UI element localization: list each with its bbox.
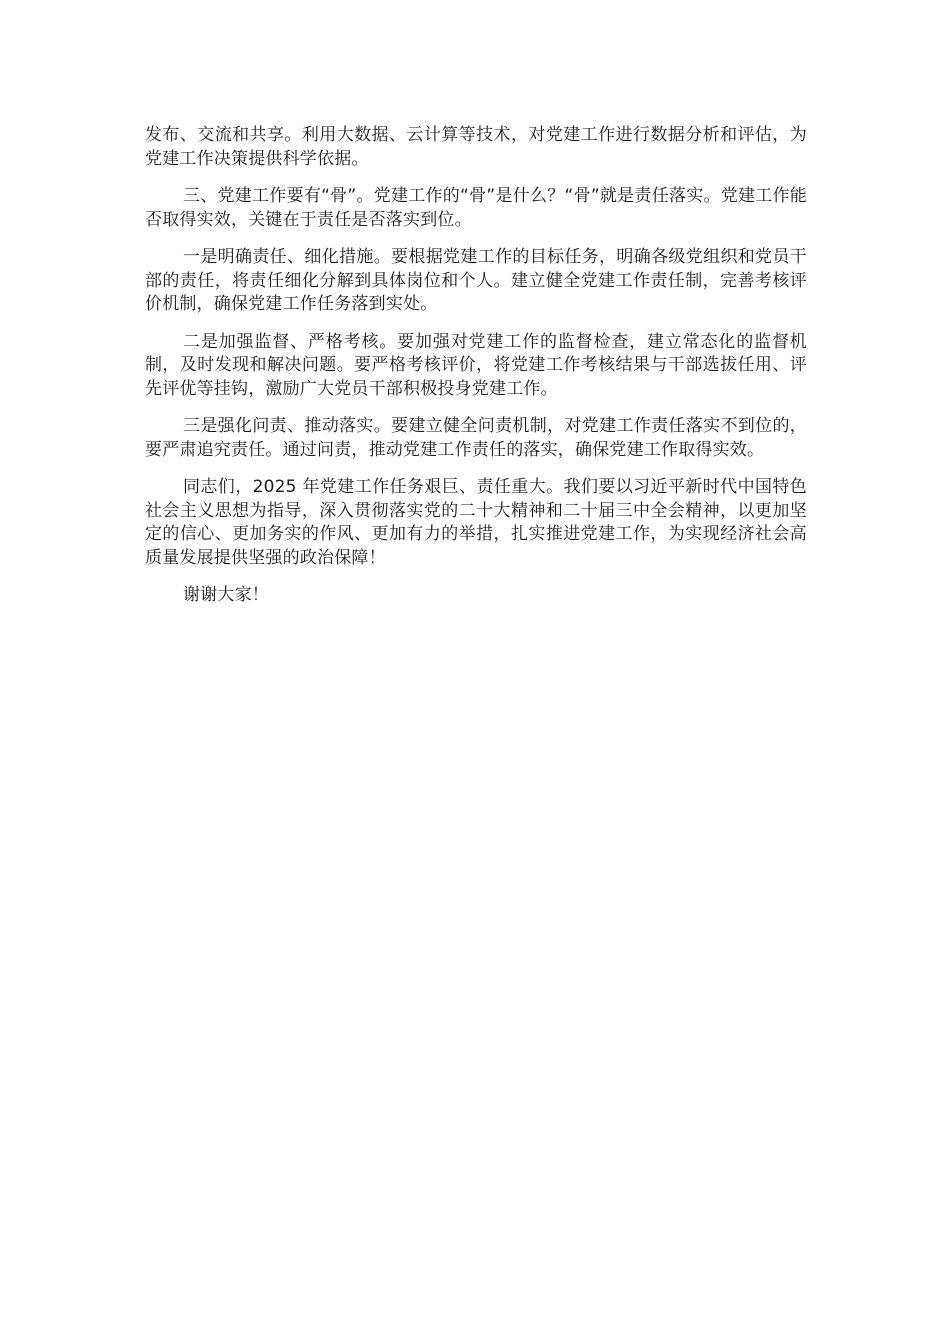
document-body	[145, 124, 807, 622]
paragraph-continuation: 发布、交流和共享。利用大数据、云计算等技术，对党建工作进行数据分析和评估，为党建工作决策提供科学依据。	[145, 125, 807, 169]
paragraph-point-one: 一是明确责任、细化措施。要根据党建工作的目标任务，明确各级党组织和党员干部的责任，将责任细化分解到具体岗位和个人。建立健全党建工作责任制，完善考核评价机制，确保党建工作任务落到实处。	[145, 247, 807, 314]
paragraph-point-two: 二是加强监督、严格考核。要加强对党建工作的监督检查，建立常态化的监督机制，及时发现和解决问题。要严格考核评价，将党建工作考核结果与干部选拔任用、评先评优等挂钩，激励广大党员干部积极投身党建工作。	[145, 331, 807, 399]
paragraph-conclusion: 同志们，2025 年党建工作任务艰巨、责任重大。我们要以习近平新时代中国特色社会主义思想为指导，深入贯彻落实党的二十大精神和二十届三中全会精神，以更加坚定的信心、更加务实的作风、更加有力的举措，扎实推进党建工作，为实现经济社会高质量发展提供坚强的政治保障！	[145, 477, 807, 568]
paragraph-point-three: 三是强化问责、推动落实。要建立健全问责机制，对党建工作责任落实不到位的，要严肃追究责任。通过问责，推动党建工作责任的落实，确保党建工作取得实效。	[145, 416, 807, 460]
paragraph-section-three-heading: 三、党建工作要有“骨”。党建工作的“骨”是什么？“骨”就是责任落实。党建工作能否取得实效，关键在于责任是否落实到位。	[145, 186, 807, 230]
paragraph-thanks: 谢谢大家！	[183, 585, 269, 605]
